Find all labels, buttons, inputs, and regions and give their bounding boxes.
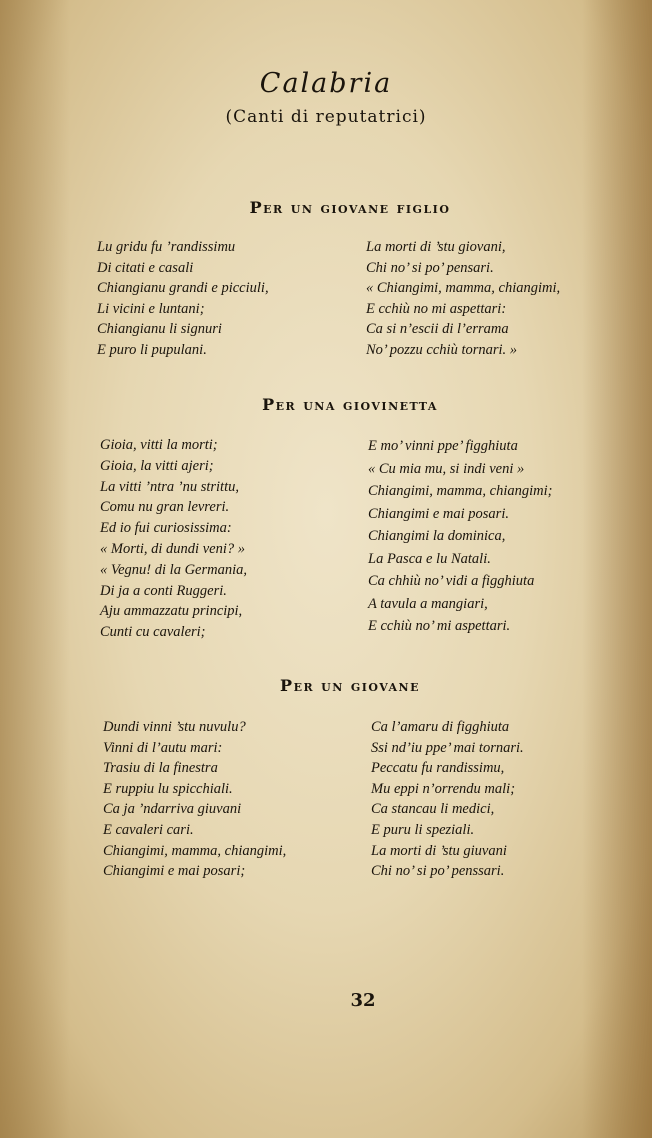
verse-line: Gioia, vitti la morti;: [100, 437, 218, 453]
verse-line: Chiangimi e mai posari.: [368, 505, 509, 522]
poem-column-right: [366, 237, 560, 360]
verse-line: Lu gridu fu ’randissimu: [97, 239, 236, 255]
verse-line: Li vicini e luntani;: [97, 300, 205, 317]
verse-line: E ruppiu lu spicchiali.: [103, 780, 233, 797]
poem-column-left: [97, 237, 269, 360]
verse-line: Chiangimi la dominica,: [368, 528, 506, 544]
section-heading-giovane-figlio: Per un giovane figlio: [249, 198, 451, 217]
verse-line: Ca chhiù no’ vidi a figghiuta: [368, 573, 535, 589]
verse-line: Ssi nd’iu ppe’ mai tornari.: [371, 739, 524, 756]
verse-line: Ca stancau li medici,: [371, 801, 495, 818]
section-heading-giovane: Per un giovane: [280, 676, 420, 695]
verse-line: E cchiù no mi aspettari:: [366, 300, 507, 317]
verse-line: La morti di ’stu giuvani: [371, 842, 507, 859]
verse-line: Chi no’ si po’ pensari.: [366, 259, 494, 276]
verse-line: Chiangianu li signuri: [97, 321, 222, 337]
verse-line: Chi no’ si po’ penssari.: [371, 863, 505, 880]
poem-column-right: [371, 717, 524, 882]
verse-line: E puro li pupulani.: [97, 341, 207, 358]
verse-line: E cchiù no’ mi aspettari.: [368, 618, 511, 634]
page-subtitle: (Canti di reputatrici): [225, 107, 427, 127]
verse-line: Mu eppi n’orrendu mali;: [371, 780, 516, 797]
verse-line: « Chiangimi, mamma, chiangimi,: [366, 280, 561, 296]
verse-line: Chiangianu grandi e picciuli,: [97, 280, 269, 296]
verse-line: Chiangimi e mai posari;: [103, 863, 246, 880]
verse-line: La vitti ’ntra ’nu strittu,: [100, 478, 239, 495]
verse-line: « Cu mia mu, si indi veni »: [368, 460, 525, 477]
verse-line: Comu nu gran levreri.: [100, 499, 230, 516]
verse-line: Trasiu di la finestra: [103, 760, 218, 777]
verse-line: Dundi vinni ’stu nuvulu?: [103, 719, 246, 735]
poem-column-left: [100, 435, 247, 643]
verse-line: « Vegnu! di la Germania,: [100, 561, 247, 578]
verse-line: Di ja a conti Ruggeri.: [100, 582, 227, 599]
verse-line: A tavula a mangiari,: [368, 595, 488, 612]
verse-line: Di citati e casali: [97, 259, 194, 276]
page-title: Calabria: [259, 68, 393, 99]
verse-line: La Pasca e lu Natali.: [368, 550, 491, 567]
verse-line: Ca l’amaru di figghiuta: [371, 719, 510, 735]
verse-line: E puru li speziali.: [371, 821, 475, 838]
verse-line: E mo’ vinni ppe’ figghiuta: [368, 438, 518, 454]
verse-line: Aju ammazzatu principi,: [100, 603, 243, 620]
poem-column-right: [368, 435, 552, 638]
verse-line: « Morti, di dundi veni? »: [100, 540, 245, 557]
verse-line: Chiangimi, mamma, chiangimi,: [103, 842, 287, 859]
section-heading-giovinetta: Per una giovinetta: [262, 395, 438, 414]
verse-line: Ca si n’escii di l’erramа: [366, 321, 509, 337]
verse-line: Ca ja ’ndarriva giuvani: [103, 801, 242, 818]
verse-line: Cunti cu cavaleri;: [100, 624, 206, 641]
page-number: 32: [350, 990, 376, 1011]
verse-line: Chiangimi, mamma, chiangimi;: [368, 483, 553, 499]
verse-line: La morti di ’stu giovani,: [366, 239, 506, 255]
verse-line: Vinni di l’autu mari:: [103, 739, 223, 756]
poem-column-left: [103, 717, 286, 882]
verse-line: Peccatu fu randissimu,: [371, 760, 505, 777]
verse-line: Gioia, la vitti ajeri;: [100, 457, 214, 474]
verse-line: No’ pozzu cchiù tornari. »: [366, 341, 518, 358]
verse-line: E cavaleri cari.: [103, 821, 194, 838]
verse-line: Ed io fui curiosissima:: [100, 520, 232, 537]
